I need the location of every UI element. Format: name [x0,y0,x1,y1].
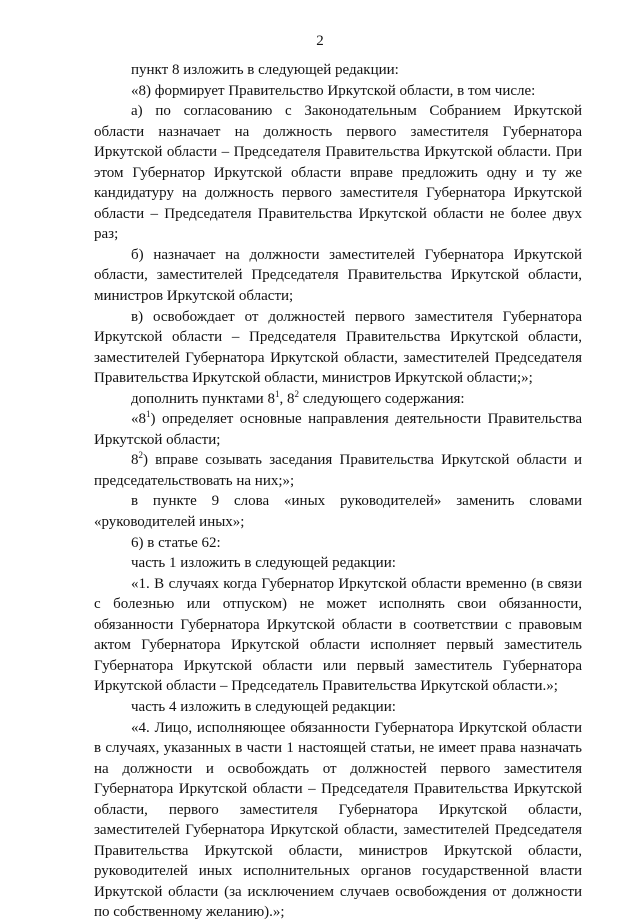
text-fragment: дополнить пунктами 8 [131,390,275,407]
paragraph: часть 1 изложить в следующей редакции: [131,555,396,572]
paragraph: «8) формирует Правительство Иркутской области, в том числе: [131,82,536,99]
paragraph: «4. Лицо, исполняющее обязанности Губернатора Иркутской области в случаях, указанных в части 1 настоящей статьи, не имеет права назначать на должности и освобождать от должностей первого заместителя Губернатора Иркутской области – Председателя Правительства Иркутской области, первого заместителя Губернатора Иркутской области, заместителей Губернатора Иркутской области, заместителей Председателя Правительства Иркутской области, министров Иркутской области, руководителей иных исполнительных органов государственной власти Иркутской области (за исключением случаев освобождения от должности по собственному желанию).»; [94,719,582,921]
superscript: 2 [138,450,143,461]
paragraph: в) освобождает от должностей первого заместителя Губернатора Иркутской области – Председателя Правительства Иркутской области, заместителей Губернатора Иркутской области, заместителей Председателя Правительства Иркутской области, министров Иркутской области;»; [94,308,582,387]
paragraph-point-8-2 [94,450,582,491]
paragraph: «1. В случаях когда Губернатор Иркутской области временно (в связи с болезнью или отпуском) не может исполнять свои обязанности, обязанности Губернатора Иркутской области в соответствии с правовым актом Губернатора Иркутской области исполняет первый заместитель Губернатора Иркутской области или первый заместитель Губернатора Иркутской области – Председатель Правительства Иркутской области.»; [94,575,582,695]
text-fragment: 8 [131,452,139,469]
document-body [94,60,582,923]
paragraph: 6) в статье 62: [131,534,221,551]
paragraph: пункт 8 изложить в следующей редакции: [131,62,399,78]
page-number: 2 [316,33,324,49]
paragraph: часть 4 изложить в следующей редакции: [131,698,396,715]
superscript: 2 [294,388,299,399]
text-fragment: ) определяет основные направления деятельности Правительства Иркутской области; [94,411,582,448]
paragraph: б) назначает на должности заместителей Губернатора Иркутской области, заместителей Председателя Правительства Иркутской области, министров Иркутской области; [94,246,582,305]
text-fragment: следующего содержания: [298,390,465,407]
paragraph-point-8-1 [94,409,582,450]
paragraph: в пункте 9 слова «иных руководителей» заменить словами «руководителей иных»; [94,493,582,531]
text-fragment: ) вправе созывать заседания Правительства Иркутской области и председательствовать на них;»; [94,452,582,489]
superscript: 1 [274,388,280,399]
superscript: 1 [146,409,151,420]
text-fragment: «8 [131,411,146,428]
paragraph: а) по согласованию с Законодательным Собранием Иркутской области назначает на должность первого заместителя Губернатора Иркутской области – Председателя Правительства Иркутской области. При этом Губернатор Иркутской области вправе предложить одну и ту же кандидатуру на должность первого заместителя Губернатора Иркутской области – Председателя Правительства Иркутской области не более двух раз; [94,103,582,243]
text-fragment: , 8 [279,390,295,407]
paragraph-add-points [94,389,582,410]
